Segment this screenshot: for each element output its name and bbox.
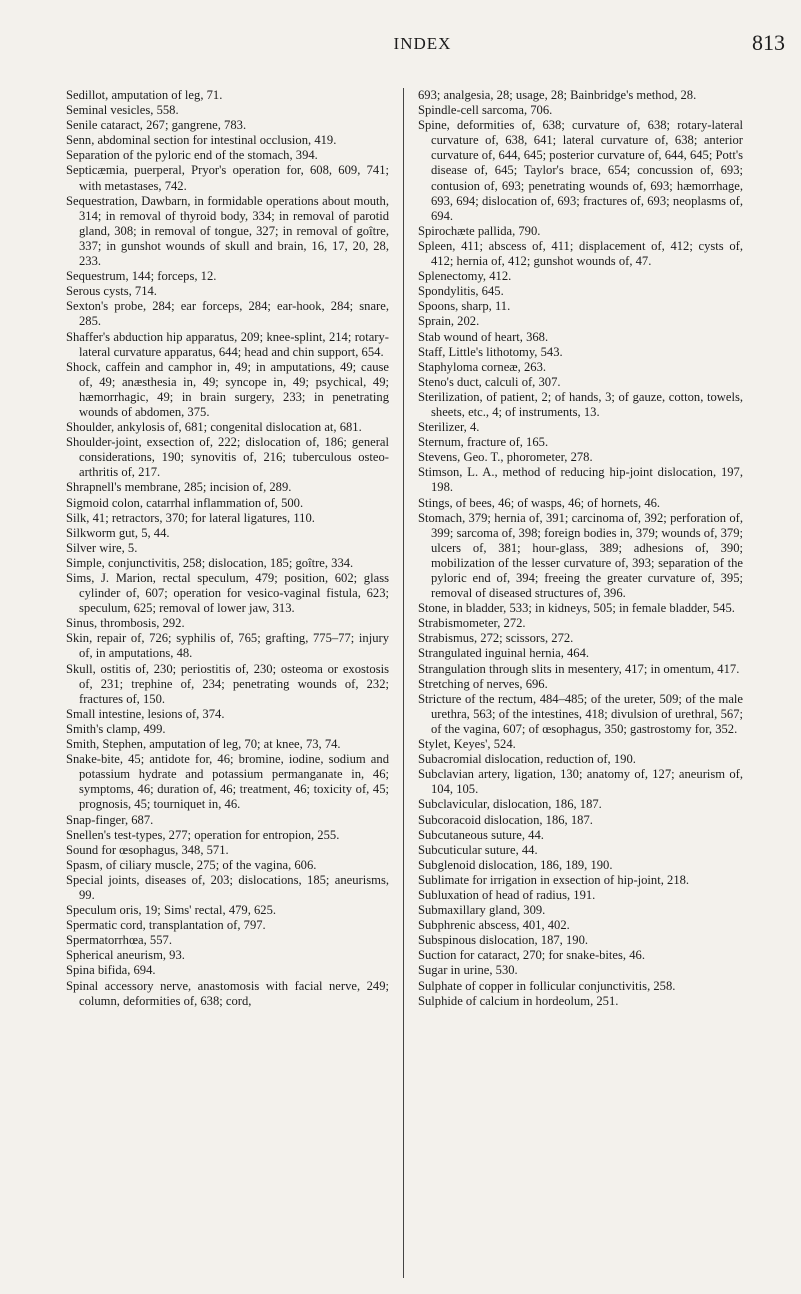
index-entry: Steno's duct, calculi of, 307. [418, 374, 561, 389]
index-entry: Sulphate of copper in follicular conjunctivitis, 258. [418, 978, 676, 993]
index-entry: Snellen's test-types, 277; operation for entropion, 255. [66, 827, 340, 842]
index-entry: Special joints, diseases of, 203; dislocations, 185; aneurisms, 99. [66, 872, 389, 902]
index-entry: Silk, 41; retractors, 370; for lateral ligatures, 110. [66, 510, 315, 525]
index-entry: Strabismus, 272; scissors, 272. [418, 631, 574, 646]
index-entry: Sugar in urine, 530. [418, 963, 518, 978]
index-entry: Subacromial dislocation, reduction of, 190. [418, 752, 636, 767]
index-entry: Stylet, Keyes', 524. [418, 737, 516, 752]
index-entry: Simple, conjunctivitis, 258; dislocation, 185; goître, 334. [66, 555, 354, 570]
index-entry: Shoulder, ankylosis of, 681; congenital dislocation at, 681. [66, 420, 362, 435]
index-entry: Staff, Little's lithotomy, 543. [418, 344, 563, 359]
index-entry: Stab wound of heart, 368. [418, 329, 549, 344]
index-entry: Spasm, of ciliary muscle, 275; of the vagina, 606. [66, 857, 317, 872]
index-entry: Spermatorrhœa, 557. [66, 933, 172, 948]
index-column-left [66, 88, 389, 1009]
index-entry: Smith's clamp, 499. [66, 721, 166, 736]
index-entry: Stimson, L. A., method of reducing hip-joint dislocation, 197, 198. [418, 465, 743, 495]
index-entry: Speculum oris, 19; Sims' rectal, 479, 625. [66, 903, 277, 918]
index-entry: Stings, of bees, 46; of wasps, 46; of hornets, 46. [418, 495, 661, 510]
index-entry: Senile cataract, 267; gangrene, 783. [66, 118, 247, 133]
index-entry: Splenectomy, 412. [418, 269, 512, 284]
index-entry: Stretching of nerves, 696. [418, 676, 548, 691]
page-header [60, 30, 785, 60]
index-entry: Stricture of the rectum, 484–485; of the ureter, 509; of the male urethra, 563; of the intestines, 418; divulsion of urethral, 567; of the vagina, 607; of œsophagus, 350; gastrostomy for, 352. [418, 691, 743, 736]
index-entry: Sequestration, Dawbarn, in formidable operations about mouth, 314; in removal of thyroid body, 334; in removal of parotid gland, 308; in removal of tongue, 327; in removal of goître, 337; in gunshot wounds of skull and brain, 16, 17, 20, 28, 233. [66, 193, 389, 269]
index-entry: Stomach, 379; hernia of, 391; carcinoma of, 392; perforation of, 399; sarcoma of, 398; foreign bodies in, 379; wounds of, 379; ulcers of, 381; hour-glass, 389; adhesions of, 390; mobilization of the lesser curvature of, 393; separation of the pyloric end of, 394; freeing the greater curvature of, 395; removal of diseased structures of, 396. [418, 510, 743, 601]
index-entry: Subcoracoid dislocation, 186, 187. [418, 812, 593, 827]
index-entry: Shoulder-joint, exsection of, 222; dislocation of, 186; general considerations, 190; synovitis of, 216; tuberculous osteo-arthritis of, 217. [66, 435, 389, 480]
index-entry: Spindle-cell sarcoma, 706. [418, 103, 553, 118]
index-entry: Spondylitis, 645. [418, 284, 504, 299]
index-entry: Subglenoid dislocation, 186, 189, 190. [418, 857, 613, 872]
index-entry: Suction for cataract, 270; for snake-bites, 46. [418, 948, 645, 963]
index-entry: Subspinous dislocation, 187, 190. [418, 933, 589, 948]
index-entry: Separation of the pyloric end of the stomach, 394. [66, 148, 318, 163]
index-entry: Snap-finger, 687. [66, 812, 154, 827]
index-entry: Silkworm gut, 5, 44. [66, 525, 170, 540]
index-entry: Stone, in bladder, 533; in kidneys, 505; in female bladder, 545. [418, 601, 735, 616]
index-entry: Smith, Stephen, amputation of leg, 70; at knee, 73, 74. [66, 737, 341, 752]
index-entry: Strangulation through slits in mesentery, 417; in omentum, 417. [418, 661, 740, 676]
index-entry: Submaxillary gland, 309. [418, 903, 546, 918]
index-entry: Sterilization, of patient, 2; of hands, 3; of gauze, cotton, towels, sheets, etc., 4; of instruments, 13. [418, 389, 743, 419]
index-entry: Spine, deformities of, 638; curvature of, 638; rotary-lateral curvature of, 638, 641; lateral curvature of, 638; anterior curvature of, 644, 645; posterior curvature of, 644, 645; Pott's disease of, 645; Taylor's brace, 654; concussion of, 693; contusion of, 693; penetrating wounds of, 693; hæmorrhage, 693, 694; dislocation of, 693; fractures of, 693; neoplasms of, 694. [418, 118, 743, 223]
index-entry: Subcuticular suture, 44. [418, 842, 538, 857]
index-entry: Subluxation of head of radius, 191. [418, 887, 596, 902]
running-title: INDEX [393, 34, 452, 53]
index-entry: Senn, abdominal section for intestinal occlusion, 419. [66, 133, 337, 148]
index-entry: Sterilizer, 4. [418, 420, 480, 435]
index-entry: Sternum, fracture of, 165. [418, 435, 549, 450]
index-entry: Sublimate for irrigation in exsection of hip-joint, 218. [418, 872, 690, 887]
index-entry: Sulphide of calcium in hordeolum, 251. [418, 993, 619, 1008]
index-entry: Skin, repair of, 726; syphilis of, 765; grafting, 775–77; injury of, in amputations, 48. [66, 631, 389, 661]
index-entry: Subcutaneous suture, 44. [418, 827, 544, 842]
index-entry: Small intestine, lesions of, 374. [66, 706, 225, 721]
index-entry: Serous cysts, 714. [66, 284, 157, 299]
index-entry: Sinus, thrombosis, 292. [66, 616, 185, 631]
index-entry: Spinal accessory nerve, anastomosis with facial nerve, 249; column, deformities of, 638; cord, [66, 978, 389, 1008]
index-entry: Spoons, sharp, 11. [418, 299, 511, 314]
index-column-right [418, 88, 743, 1009]
index-entry: Strabismometer, 272. [418, 616, 526, 631]
index-entry: Spirochæte pallida, 790. [418, 223, 541, 238]
index-entry: Sprain, 202. [418, 314, 480, 329]
index-entry: Seminal vesicles, 558. [66, 103, 179, 118]
column-divider [403, 88, 404, 1278]
index-entry: Sexton's probe, 284; ear forceps, 284; ear-hook, 284; snare, 285. [66, 299, 389, 329]
index-entry: Sedillot, amputation of leg, 71. [66, 88, 223, 102]
index-entry: Septicæmia, puerperal, Pryor's operation for, 608, 609, 741; with metastases, 742. [66, 163, 389, 193]
index-entry: Snake-bite, 45; antidote for, 46; bromine, iodine, sodium and potassium hydrate and potassium permanganate in, 46; symptoms, 46; duration of, 46; treatment, 46; toxicity of, 45; prognosis, 45; tourniquet in, 46. [66, 752, 389, 812]
index-entry: Staphyloma corneæ, 263. [418, 359, 547, 374]
index-entry: Sound for œsophagus, 348, 571. [66, 842, 229, 857]
index-entry: Strangulated inguinal hernia, 464. [418, 646, 590, 661]
index-entry: Subclavicular, dislocation, 186, 187. [418, 797, 602, 812]
index-entry: Shaffer's abduction hip apparatus, 209; knee-splint, 214; rotary-lateral curvature apparatus, 644; head and chin support, 654. [66, 329, 389, 359]
index-entry: Stevens, Geo. T., phorometer, 278. [418, 450, 593, 465]
index-entry: Sims, J. Marion, rectal speculum, 479; position, 602; glass cylinder of, 607; operation for vesico-vaginal fistula, 623; speculum, 625; removal of lower jaw, 313. [66, 571, 389, 616]
index-entry: Shock, caffein and camphor in, 49; in amputations, 49; cause of, 49; anæsthesia in, 49; syncope in, 49; psychical, 49; hæmorrhagic, 49; in brain surgery, 233; in penetrating wounds of abdomen, 375. [66, 359, 389, 419]
index-entry: Silver wire, 5. [66, 540, 138, 555]
index-entry: Spleen, 411; abscess of, 411; displacement of, 412; cysts of, 412; hernia of, 412; gunshot wounds of, 47. [418, 238, 743, 269]
page-number: 813 [752, 30, 785, 55]
index-entry: Sigmoid colon, catarrhal inflammation of, 500. [66, 495, 304, 510]
index-entry: Subphrenic abscess, 401, 402. [418, 918, 570, 933]
index-entry: Shrapnell's membrane, 285; incision of, 289. [66, 480, 292, 495]
index-entry: Skull, ostitis of, 230; periostitis of, 230; osteoma or exostosis of, 231; trephine of, 234; penetrating wounds of, 232; fractures of, 150. [66, 661, 389, 706]
index-entry: Sequestrum, 144; forceps, 12. [66, 269, 217, 284]
index-entry: Spina bifida, 694. [66, 963, 156, 978]
index-entry: Spermatic cord, transplantation of, 797. [66, 918, 266, 933]
index-entry: Spherical aneurism, 93. [66, 948, 185, 963]
index-entry: Subclavian artery, ligation, 130; anatomy of, 127; aneurism of, 104, 105. [418, 767, 743, 797]
index-entry: 693; analgesia, 28; usage, 28; Bainbridge's method, 28. [418, 88, 697, 102]
